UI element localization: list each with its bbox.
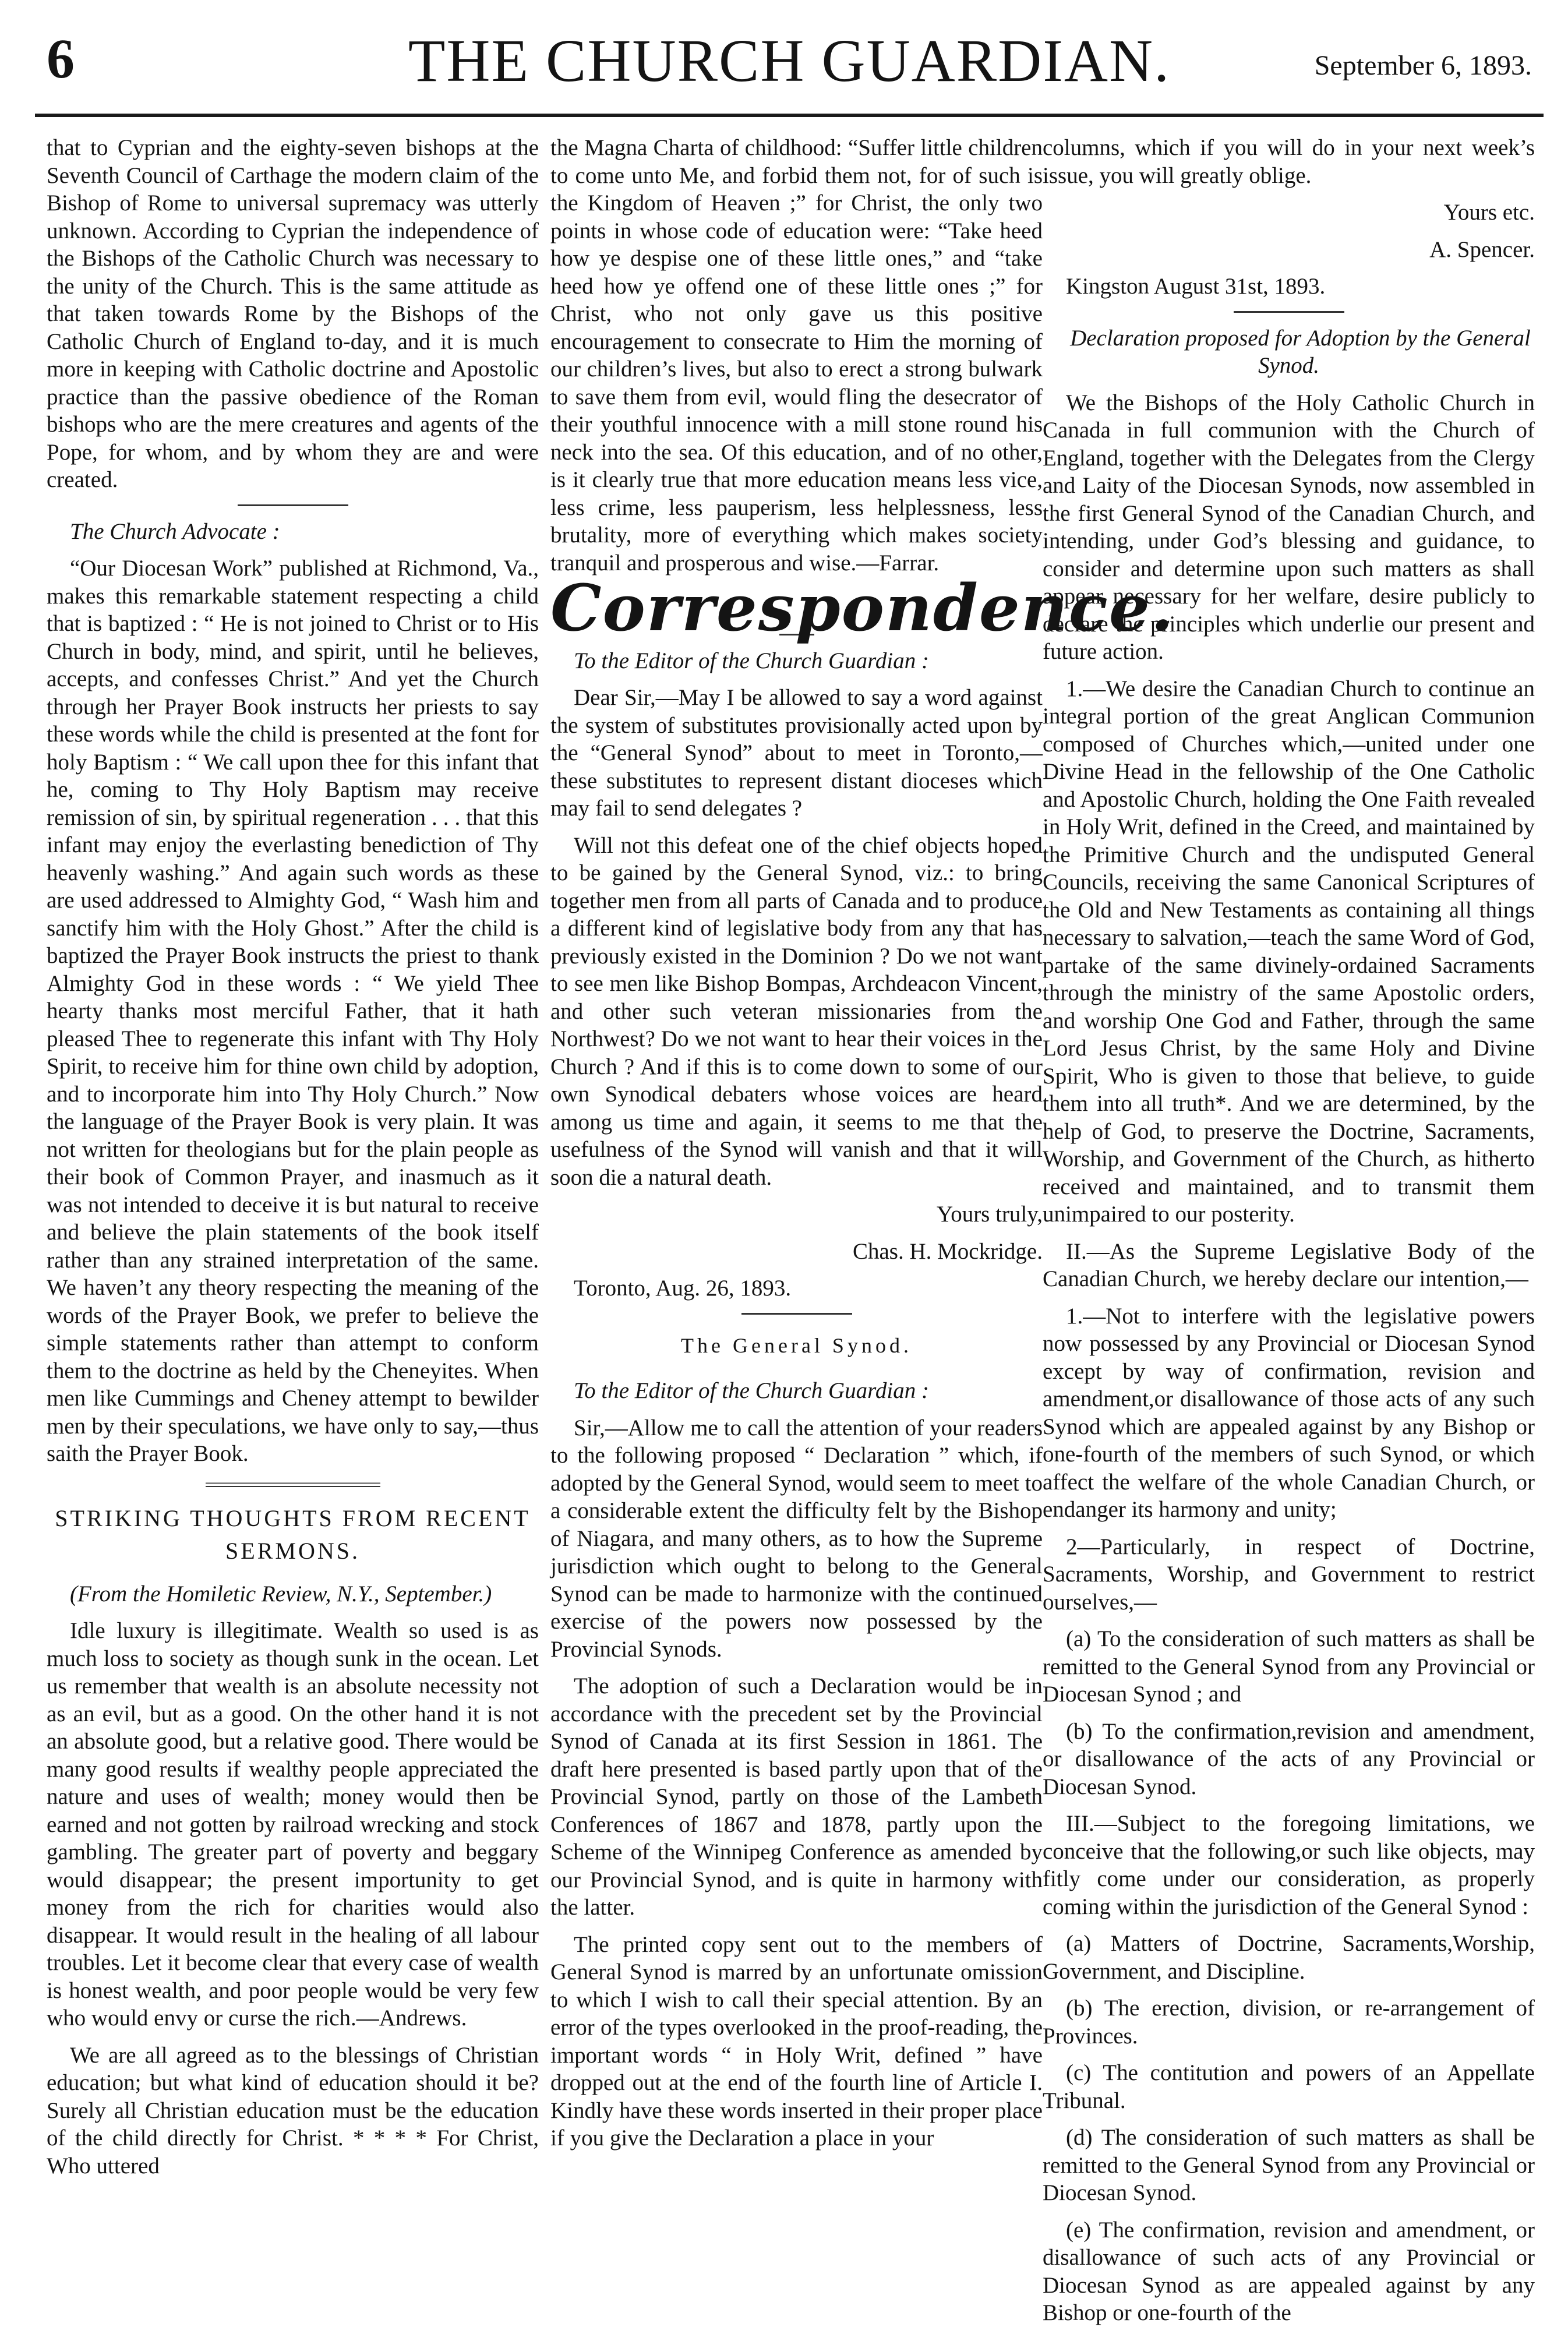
paragraph: We the Bishops of the Holy Catholic Church in Canada in full communion with the Church of England, together with the Delegates from the Clergy and Laity of the Diocesan Synods, now assembled in the first General Synod of the Canadian Church, and intending, under God’s blessing and guidance, to consider and determine upon such matters as shall appear necessary for her welfare, desire publicly to declare the principles which underlie our present and future action. bbox=[1043, 390, 1535, 664]
letter-dateline: Kingston August 31st, 1893. bbox=[1066, 274, 1326, 299]
list-item: (c) The contitution and powers of an Appellate Tribunal. bbox=[1043, 2060, 1535, 2113]
letter-close: Yours truly, bbox=[936, 1202, 1043, 1227]
paragraph: The adoption of such a Declaration would be in accordance with the precedent set by the Provincial Synod of Canada at its first Session in 1861. The draft here presented is based partly upon that of the Provincial Synod, partly on those of the Lambeth Conferences of 1867 and 1878, partly upon the Scheme of the Winnipeg Conference as amended by our Provincial Synod, and is quite in harmony with the latter. bbox=[550, 1673, 1043, 1920]
letter-salutation: To the Editor of the Church Guardian : bbox=[574, 648, 929, 673]
paragraph: 1.—We desire the Canadian Church to continue an integral portion of the great Anglican Communion composed of Churches which,—united under one Divine Head in the fellowship of the One Catholic and Apostolic Church, holding the One Faith revealed in Holy Writ, defined in the Creed, and maintained by the Primitive Church and the undisputed General Councils, receiving the same Canonical Scriptures of the Old and New Testaments as containing all things necessary to salvation,—teach the same Word of God, partake of the same divinely-ordained Sacraments through the ministry of the same Apostolic orders, and worship One God and Father, through the same Lord Jesus Christ, by the same Holy and Divine Spirit, Who is given to those that believe, to guide them into all truth*. And we are determined, by the help of God, to preserve the Doctrine, Sacraments, Worship, and Government of the Church, as hitherto received and maintained, and to transmit them unimpaired to our posterity. bbox=[1043, 676, 1535, 1227]
letter-close: Yours etc. bbox=[1443, 200, 1535, 225]
divider bbox=[741, 1313, 852, 1315]
column-1 bbox=[47, 134, 539, 2196]
letter-signature: Chas. H. Mockridge. bbox=[852, 1238, 1043, 1264]
newspaper-title: THE CHURCH GUARDIAN. bbox=[408, 27, 1171, 94]
list-item: (b) The erection, division, or re-arrangement of Provinces. bbox=[1043, 1996, 1535, 2049]
paragraph: columns, which if you will do in your next week’s issue, you will greatly oblige. bbox=[1043, 135, 1535, 188]
paragraph: the Magna Charta of childhood: “Suffer little children to come unto Me, and forbid them not, for of such is the Kingdom of Heaven ;” for Christ, the only two points in whose code of education were: “Take heed how ye despise one of these little ones,” and “take heed how ye offend one of these little ones ;” for Christ, who not only gave us this positive encouragement to consecrate to Him the morning of our children’s lives, but also to erect a strong bulwark to save them from evil, would fling the desecrator of their youthful innocence with a mill stone round his neck into the sea. Of this education, and of no other, is it clearly true that more education means less vice, less crime, less pauperism, less helplessness, less brutality, more of everything which makes society tranquil and prosperous and wise.—Farrar. bbox=[550, 135, 1043, 575]
paragraph: The printed copy sent out to the members of General Synod is marred by an unfortunate omission to which I wish to call their special attention. By an error of the types overlooked in the proof-reading, the important words “ in Holy Writ, defined ” have dropped out at the end of the fourth line of Article I. Kindly have these words inserted in their proper place if you give the Declaration a place in your bbox=[550, 1931, 1043, 2151]
paragraph: “Our Diocesan Work” published at Richmond, Va., makes this remarkable statement respecting a child that is baptized : “ He is not joined to Christ or to His Church in body, mind, and spirit, until he believes, accepts, and confesses Christ.” And yet the Church through her Prayer Book instructs her priests to say these words while the child is presented at the font for holy Baptism : “ We call upon thee for this infant that he, coming to Thy Holy Baptism may receive remission of sin, by spiritual regeneration . . . that this infant may enjoy the everlasting benediction of Thy heavenly washing.” And again such words as these are used addressed to Almighty God, “ Wash him and sanctify him with the Holy Ghost.” After the child is baptized the Prayer Book instructs the priest to thank Almighty God in these words : “ We yield Thee hearty thanks most merciful Father, that it hath pleased Thee to regenerate this infant with Thy Holy Spirit, to receive him for thine own child by adoption, and to incorporate him into Thy Holy Church.” Now the language of the Prayer Book is very plain. It was not written for theologians but for the plain people as their book of Common Prayer, and inasmuch as it was not intended to deceive it is but natural to receive and believe the plain statements of the book itself rather than any strained interpretation of the same. We haven’t any theory respecting the meaning of the words of the Prayer Book, we prefer to believe the simple statements rather than attempt to conform them to the doctrine as held by the Cheneyites. When men like Cummings and Cheney attempt to bewilder men by their speculations, we have only to say,—thus saith the Prayer Book. bbox=[47, 556, 539, 1466]
list-item: (e) The confirmation, revision and amendment, or disallowance of such acts of any Provincial or Diocesan Synod as are appealed against by any Bishop or one-fourth of the bbox=[1043, 2217, 1535, 2325]
letter-dateline: Toronto, Aug. 26, 1893. bbox=[574, 1276, 792, 1301]
divider bbox=[1234, 311, 1344, 313]
declaration-title: Declaration proposed for Adoption by the General Synod. bbox=[1070, 325, 1531, 378]
list-item: (d) The consideration of such matters as shall be remitted to the General Synod from any Provincial or Diocesan Synod. bbox=[1043, 2125, 1535, 2205]
paragraph: III.—Subject to the foregoing limitations, we conceive that the following,or such like objects, may fitly come under our consideration, as properly coming within the jurisdiction of the General Synod : bbox=[1043, 1811, 1535, 1919]
paragraph: that to Cyprian and the eighty-seven bishops at the Seventh Council of Carthage the modern claim of the Bishop of Rome to universal supremacy was utterly unknown. According to Cyprian the independence of the Bishops of the Catholic Church was necessary to the unity of the Church. This is the same attitude as that taken towards Rome by the Bishops of the Catholic Church of England to-day, and it is much more in keeping with Catholic doctrine and Apostolic practice than the passive obedience of the Roman bishops who are the mere creatures and agents of the Pope, for whom, and by whom they are and were created. bbox=[47, 135, 539, 492]
section-source: (From the Homiletic Review, N.Y., September.) bbox=[70, 1581, 492, 1606]
paragraph: Idle luxury is illegitimate. Wealth so used is as much loss to society as though sunk in the ocean. Let us remember that wealth is an absolute necessity not as an evil, but as a good. On the other hand it is not an absolute good, but a relative good. There would be many good results if wealthy people appreciated the nature and uses of wealth; money would then be earned and not gotten by railroad wrecking and stock gambling. The greater part of poverty and beggary would disappear; the present importunity to get money from the rich for charities would also disappear. It would result in the healing of all labour troubles. Let it become clear that every case of wealth is honest wealth, and poor people would be very few who would envy or curse the rich.—Andrews. bbox=[47, 1618, 539, 2031]
list-item: (a) To the consideration of such matters as shall be remitted to the General Synod from any Provincial or Diocesan Synod ; and bbox=[1043, 1626, 1535, 1707]
correspondence-heading: Correspondence. bbox=[550, 570, 1175, 645]
paragraph: Will not this defeat one of the chief objects hoped to be gained by the General Synod, viz.: to bring together men from all parts of Canada and to produce a different kind of legislative body from any that has previously existed in the Dominion ? Do we not want to see men like Bishop Bompas, Archdeacon Vincent, and other such veteran missionaries from the Northwest? Do we not want to hear their voices in the Church ? And if this is to come down to some of our own Synodical debaters whose voices are heard among us time and again, it seems to me that the usefulness of the Synod will vanish and that it will soon die a natural death. bbox=[550, 832, 1043, 1190]
list-item: (a) Matters of Doctrine, Sacraments,Worship, Government, and Discipline. bbox=[1043, 1931, 1535, 1984]
letter-signature: A. Spencer. bbox=[1429, 236, 1535, 262]
paragraph: 2—Particularly, in respect of Doctrine, Sacraments, Worship, and Government to restrict ourselves,— bbox=[1043, 1534, 1535, 1615]
page-number: 6 bbox=[47, 27, 75, 90]
paragraph: II.—As the Supreme Legislative Body of the Canadian Church, we hereby declare our intention,— bbox=[1043, 1238, 1535, 1291]
section-title: STRIKING THOUGHTS FROM RECENT SERMONS. bbox=[55, 1505, 531, 1564]
section-title: The General Synod. bbox=[681, 1333, 912, 1357]
masthead bbox=[35, 26, 1544, 117]
letter-salutation: To the Editor of the Church Guardian : bbox=[574, 1378, 929, 1403]
paragraph: We are all agreed as to the blessings of Christian education; but what kind of education should it be? Surely all Christian education must be the education of the child directly for Christ. * * * * For Christ, Who uttered bbox=[47, 2042, 539, 2178]
quote-source: The Church Advocate : bbox=[70, 518, 280, 544]
paragraph: Sir,—Allow me to call the attention of your readers to the following proposed “ Declaration ” which, if adopted by the General Synod, would seem to meet to a considerable extent the difficulty felt by the Bishop of Niagara, and many others, as to how the Supreme jurisdiction which ought to belong to the General Synod can be made to harmonize with the continued exercise of the powers now possessed by the Provincial Synods. bbox=[550, 1415, 1043, 1662]
paragraph: 1.—Not to interfere with the legislative powers now possessed by any Provincial or Diocesan Synod except by way of confirmation, revision and amendment,or disallowance of those acts of any such Synod which are appealed against by any Bishop or one-fourth of the members of such Synod, or which affect the welfare of the whole Canadian Church, or endanger its harmony and unity; bbox=[1043, 1303, 1535, 1522]
divider bbox=[238, 504, 348, 506]
column-3 bbox=[1043, 134, 1535, 2325]
paragraph: Dear Sir,—May I be allowed to say a word against the system of substitutes provisionally acted upon by the “General Synod” about to meet in Toronto,—these substitutes to represent distant dioceses which may fail to send delegates ? bbox=[550, 685, 1043, 821]
divider bbox=[206, 1482, 380, 1487]
list-item: (b) To the confirmation,revision and amendment, or disallowance of the acts of any Provincial or Diocesan Synod. bbox=[1043, 1718, 1535, 1799]
issue-date: September 6, 1893. bbox=[1314, 50, 1532, 81]
column-2 bbox=[550, 134, 1175, 2196]
